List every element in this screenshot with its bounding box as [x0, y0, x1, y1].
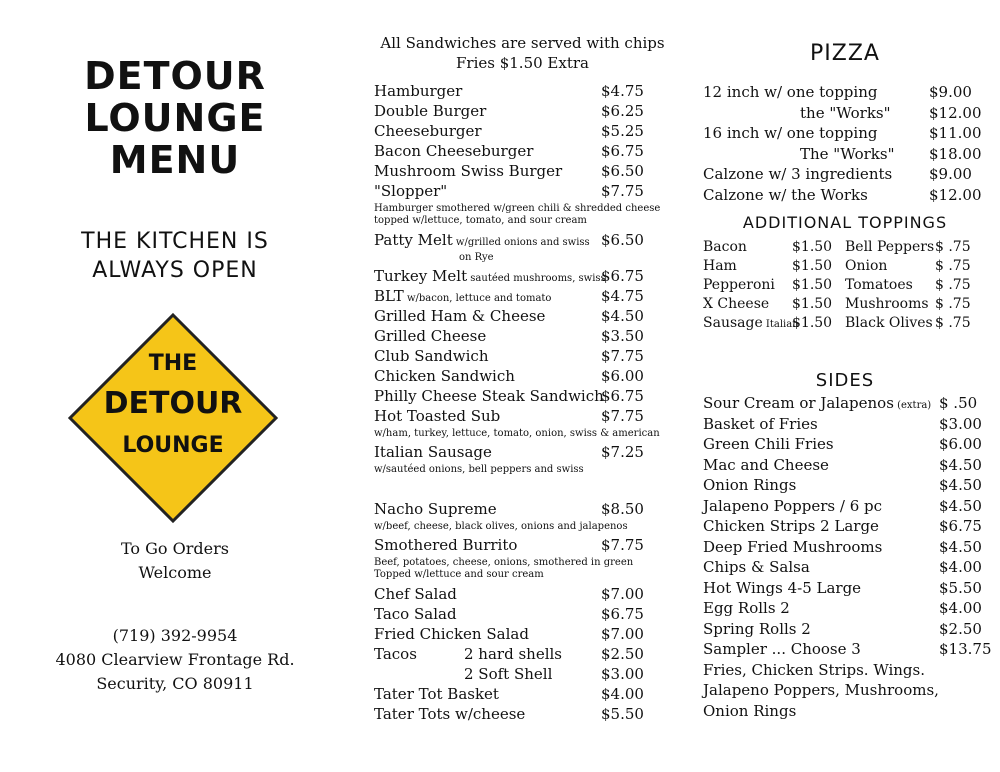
sandwich-item-price: $4.75: [601, 287, 644, 305]
pizza-item-name: Calzone w/ 3 ingredients: [703, 165, 893, 183]
detour-sign-logo: [67, 312, 279, 524]
sandwich-item-desc: topped w/lettuce, tomato, and sour cream: [374, 215, 587, 226]
sandwich-item-label: Italian Sausage: [374, 443, 492, 461]
sandwich-item-label: Bacon Cheeseburger: [374, 142, 534, 160]
sandwich-item-name: [374, 306, 545, 326]
menu-title-line-2: LOUNGE: [84, 96, 266, 140]
side-item-label: Hot Wings 4-5 Large: [703, 578, 862, 597]
side-item-price: $2.50: [939, 619, 982, 638]
sandwich-item-name: [374, 181, 447, 201]
entree-item-price: $7.00: [601, 585, 644, 603]
side-item-name: [703, 639, 861, 659]
sandwich-item-price: $6.50: [601, 162, 644, 180]
topping-name: Bell Peppers: [845, 239, 935, 255]
sandwich-item-label: Philly Cheese Steak Sandwich: [374, 387, 604, 405]
sandwich-item-name: [374, 346, 489, 366]
sandwich-header-1: All Sandwiches are served with chips: [380, 34, 665, 52]
side-item-name: [703, 537, 882, 557]
pizza-item-name: The "Works": [800, 144, 895, 163]
side-item-price: $4.50: [939, 476, 982, 494]
pizza-item-price: $12.00: [929, 103, 982, 122]
side-item-label: Chips & Salsa: [703, 558, 810, 576]
entree-item-name: [374, 644, 417, 664]
sandwich-item-label: Club Sandwich: [374, 347, 489, 365]
topping-price: $ .75: [935, 315, 971, 331]
sandwich-column: [350, 0, 695, 772]
sandwich-item-price: $6.25: [601, 102, 644, 120]
topping-price: $ .75: [935, 239, 971, 255]
topping-label: Pepperoni: [703, 277, 775, 293]
side-item-price: $4.00: [939, 558, 982, 576]
entree-item-price: $6.75: [601, 605, 644, 623]
sandwich-item-label: Mushroom Swiss Burger: [374, 162, 563, 180]
side-item-label: Green Chili Fries: [703, 435, 834, 453]
side-item-label: Chicken Strips 2 Large: [703, 517, 879, 535]
side-item-label: Egg Rolls 2: [703, 599, 790, 617]
entree-item-label: Tacos: [374, 645, 417, 663]
entree-item-name: [374, 704, 525, 724]
side-item-name: [703, 619, 811, 639]
topping-name: Onion: [845, 258, 888, 274]
entree-item-label: Taco Salad: [374, 605, 457, 623]
topping-label: X Cheese: [703, 296, 770, 312]
entree-item-price: $7.00: [601, 625, 644, 643]
sandwich-item-price: $6.75: [601, 267, 644, 285]
entree-item-sub: 2 Soft Shell: [464, 665, 553, 683]
sign-text-the: THE: [148, 351, 198, 376]
side-item-label: Spring Rolls 2: [703, 619, 811, 638]
sandwich-item-label: Grilled Cheese: [374, 327, 487, 345]
sandwich-item-name: [374, 326, 486, 346]
toppings-title: ADDITIONAL TOPPINGS: [742, 213, 948, 232]
sampler-desc-line: Fries, Chicken Strips. Wings.: [703, 660, 926, 679]
entree-item-label: Smothered Burrito: [374, 536, 518, 554]
side-item-price: $6.75: [939, 517, 982, 535]
entree-item-label: Tater Tot Basket: [374, 685, 499, 703]
phone-number: (719) 392-9954: [112, 626, 238, 645]
side-item-label: Mac and Cheese: [703, 455, 829, 474]
sandwich-item-desc: w/ham, turkey, lettuce, tomato, onion, swiss & american: [374, 428, 660, 439]
sandwich-item-label: Cheeseburger: [374, 122, 482, 140]
topping-name: [703, 237, 747, 257]
sandwich-item-price: $4.50: [601, 307, 644, 325]
entree-item-desc: Beef, potatoes, cheese, onions, smothered in green: [374, 557, 634, 568]
to-go-line-2: Welcome: [138, 563, 212, 582]
topping-price: $ .75: [935, 277, 971, 293]
pizza-item-price: $18.00: [929, 144, 982, 163]
entree-item-name: [374, 684, 499, 704]
sandwich-item-price: $6.75: [601, 387, 644, 405]
sandwich-item-label: Double Burger: [374, 102, 487, 120]
entree-item-name: [374, 535, 517, 555]
sandwich-item-price: $5.25: [601, 122, 644, 140]
sandwich-item-price: $7.75: [601, 407, 644, 425]
sandwich-item-price: $7.75: [601, 182, 644, 200]
pizza-item-price: $9.00: [929, 165, 972, 183]
sandwich-item-name: [374, 141, 533, 161]
topping-price: $1.50: [792, 258, 833, 274]
sandwich-item-inline-desc: sautéed mushrooms, swiss: [467, 273, 606, 284]
sandwich-item-label: Grilled Ham & Cheese: [374, 307, 546, 325]
side-item-label: Jalapeno Poppers / 6 pc: [703, 496, 883, 515]
side-item-price: $3.00: [939, 414, 982, 433]
side-item-name: [703, 434, 834, 454]
sandwich-item-label: Hamburger: [374, 82, 463, 100]
topping-price: $ .75: [935, 258, 971, 274]
entree-item-name: [374, 584, 457, 604]
side-item-price: $ .50: [939, 394, 978, 412]
side-item-price: $4.50: [939, 455, 982, 474]
sandwich-item-price: $3.50: [601, 327, 644, 345]
side-item-name: [703, 414, 818, 434]
side-item-label: Deep Fried Mushrooms: [703, 537, 883, 556]
topping-name: [703, 256, 737, 276]
topping-price: $1.50: [792, 239, 833, 255]
sandwich-item-name: [374, 386, 604, 406]
topping-label: Bacon: [703, 239, 747, 255]
sandwich-item-desc: Hamburger smothered w/green chili & shredded cheese: [374, 203, 661, 214]
sandwich-item-name: [374, 406, 500, 426]
pizza-title: PIZZA: [810, 41, 880, 66]
sandwich-item-label: "Slopper": [374, 182, 448, 200]
sandwich-item-desc: w/sautéed onions, bell peppers and swiss: [374, 464, 584, 475]
sandwich-item-label: BLT: [374, 287, 404, 305]
left-column: [0, 0, 350, 772]
sandwich-item-label: Chicken Sandwich: [374, 367, 515, 385]
sandwich-item-inline-desc: w/grilled onions and swiss: [452, 237, 590, 248]
side-item-name: [703, 496, 882, 516]
pizza-item-price: $11.00: [929, 124, 982, 142]
entree-item-price: $3.00: [601, 665, 644, 683]
topping-price: $ .75: [935, 296, 971, 312]
side-item-name: [703, 557, 810, 577]
topping-price: $1.50: [792, 315, 833, 331]
side-item-label: Onion Rings: [703, 476, 797, 494]
sandwich-item-label: Turkey Melt: [374, 267, 468, 285]
menu-title-line-1: DETOUR: [84, 54, 266, 98]
entree-item-name: [374, 499, 497, 519]
side-item-price: $13.75: [939, 640, 992, 658]
sign-text-lounge: LOUNGE: [122, 433, 224, 458]
entree-item-label: Tater Tots w/cheese: [374, 705, 526, 723]
sandwich-item-price: $4.75: [601, 82, 644, 100]
topping-name: [703, 294, 769, 314]
side-item-price: $6.00: [939, 435, 982, 453]
side-item-price: $5.50: [939, 578, 982, 597]
sandwich-item-price: $7.25: [601, 443, 644, 461]
topping-name: [703, 275, 775, 295]
side-item-price: $4.50: [939, 496, 982, 515]
side-item-note: (extra): [893, 400, 932, 411]
sign-text-detour: DETOUR: [103, 386, 243, 421]
menu-title-line-3: MENU: [109, 138, 241, 182]
entree-item-sub: 2 hard shells: [464, 645, 562, 663]
side-item-price: $4.50: [939, 537, 982, 556]
sandwich-item-name: [374, 161, 562, 181]
side-item-price: $4.00: [939, 599, 982, 617]
topping-price: $1.50: [792, 296, 833, 312]
entree-item-name: [374, 604, 457, 624]
side-item-label: Sampler ... Choose 3: [703, 640, 861, 658]
sandwich-item-label: Hot Toasted Sub: [374, 407, 501, 425]
entree-item-label: Fried Chicken Salad: [374, 625, 529, 643]
entree-item-desc: Topped w/lettuce and sour cream: [374, 569, 544, 580]
address-line-1: 4080 Clearview Frontage Rd.: [55, 650, 295, 669]
topping-name: Black Olives: [845, 315, 933, 331]
pizza-item-name: 16 inch w/ one topping: [703, 124, 878, 142]
kitchen-line-2: ALWAYS OPEN: [92, 258, 258, 283]
entree-item-label: Nacho Supreme: [374, 500, 497, 518]
sampler-desc-line: Jalapeno Poppers, Mushrooms,: [703, 681, 939, 699]
side-item-name: [703, 455, 829, 475]
topping-name: Tomatoes: [845, 277, 913, 293]
entree-item-name: [374, 624, 529, 644]
sandwich-item-name: [374, 121, 482, 141]
sandwich-item-name: [374, 101, 486, 121]
sandwich-item-name: [374, 230, 590, 253]
topping-label: Sausage: [703, 315, 763, 331]
sandwich-item-price: $6.50: [601, 231, 644, 249]
topping-note: Italian: [762, 319, 799, 330]
sandwich-item-price: $6.75: [601, 142, 644, 160]
sandwich-item-name: [374, 442, 492, 462]
entree-item-price: $8.50: [601, 500, 644, 518]
side-item-label: Sour Cream or Jalapenos: [703, 394, 894, 412]
entree-item-price: $2.50: [601, 645, 644, 663]
entree-item-desc: w/beef, cheese, black olives, onions and jalapenos: [374, 521, 628, 532]
sandwich-item-price: $7.75: [601, 347, 644, 365]
entree-item-price: $5.50: [601, 705, 644, 723]
pizza-item-price: $9.00: [929, 83, 972, 101]
right-column: [695, 0, 995, 772]
sandwich-header-2: Fries $1.50 Extra: [456, 54, 589, 72]
sandwich-item-label: Patty Melt: [374, 231, 453, 249]
address-line-2: Security, CO 80911: [96, 674, 254, 693]
side-item-name: [703, 475, 796, 495]
sides-title: SIDES: [815, 370, 875, 391]
side-item-name: [703, 516, 879, 536]
topping-name: [703, 313, 799, 335]
pizza-item-name: Calzone w/ the Works: [703, 185, 868, 204]
topping-name: Mushrooms: [845, 296, 929, 312]
topping-label: Ham: [703, 258, 737, 274]
side-item-name: [703, 598, 790, 618]
entree-item-price: $7.75: [601, 536, 644, 554]
topping-price: $1.50: [792, 277, 833, 293]
pizza-item-price: $12.00: [929, 185, 982, 204]
kitchen-line-1: THE KITCHEN IS: [81, 229, 269, 254]
side-item-label: Basket of Fries: [703, 414, 818, 433]
entree-item-label: Chef Salad: [374, 585, 457, 603]
entree-item-price: $4.00: [601, 685, 644, 703]
to-go-line-1: To Go Orders: [121, 539, 229, 558]
sampler-desc-line: Onion Rings: [703, 701, 797, 720]
pizza-item-name: 12 inch w/ one topping: [703, 83, 878, 101]
sandwich-item-inline-desc: w/bacon, lettuce and tomato: [403, 293, 552, 304]
side-item-name: [703, 578, 861, 598]
sandwich-item-price: $6.00: [601, 367, 644, 385]
sandwich-item-name: [374, 366, 515, 386]
sandwich-item-name: [374, 81, 462, 101]
sandwich-item-desc: on Rye: [459, 252, 494, 263]
pizza-item-name: the "Works": [800, 103, 891, 122]
